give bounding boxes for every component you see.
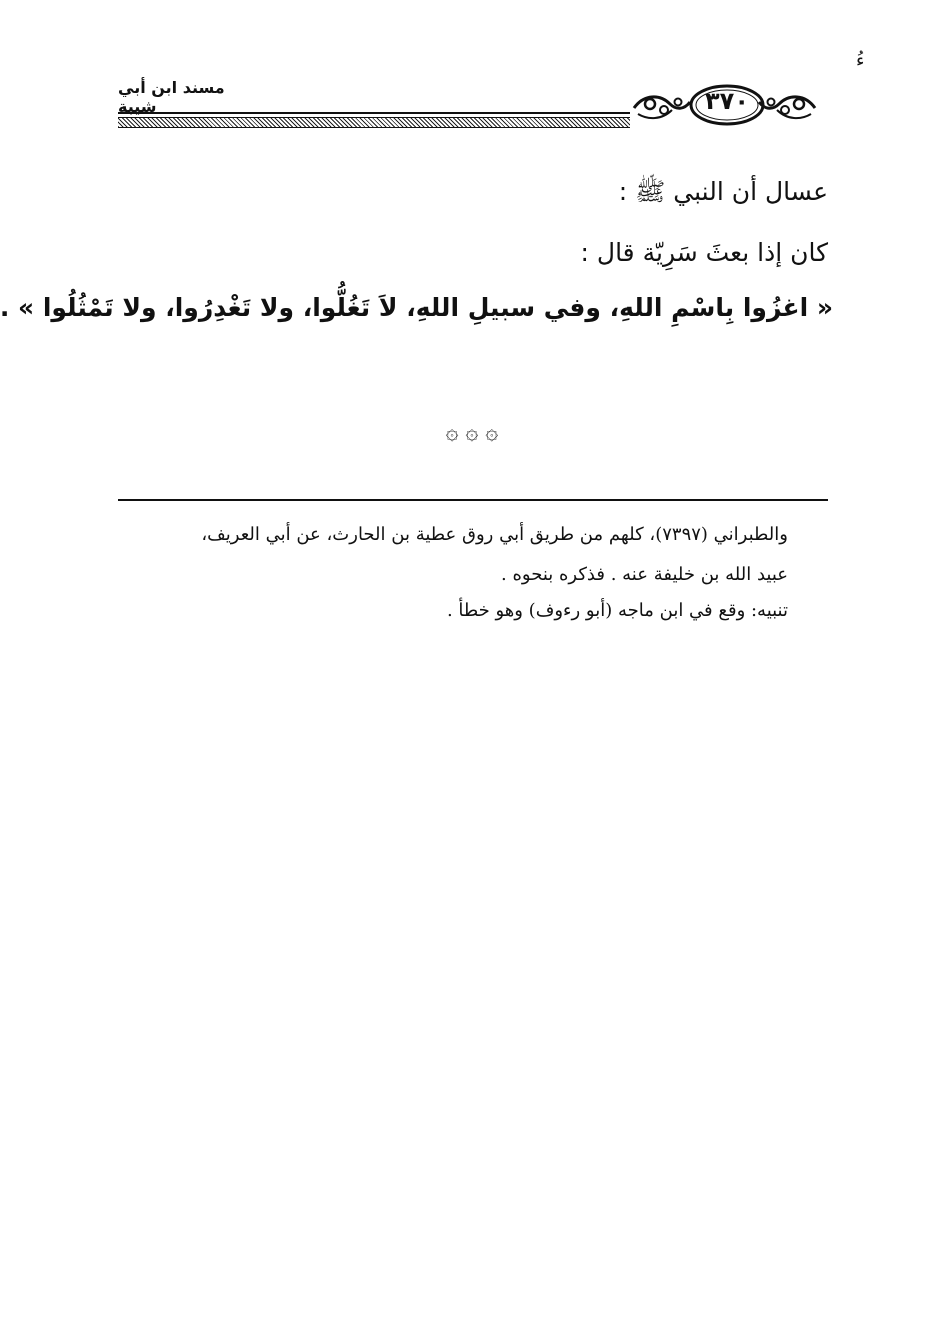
header-rule-hatched bbox=[118, 117, 630, 128]
page-number: ٣٧٠ bbox=[705, 87, 749, 115]
header-rule bbox=[118, 112, 630, 114]
body-text-line: عسال أن النبي ﷺ : bbox=[618, 177, 828, 206]
footnote-line: عبيد الله بن خليفة عنه . فذكره بنحوه . bbox=[501, 564, 788, 585]
running-header-title: مسند ابن أبي شيبة bbox=[118, 78, 225, 116]
body-text-line: كان إذا بعثَ سَرِيّة قال : bbox=[580, 238, 828, 267]
section-separator: ۞ ۞ ۞ bbox=[445, 420, 499, 445]
footnote-line: والطبراني (٧٣٩٧)، كلهم من طريق أبي روق عطية بن الحارث، عن أبي العريف، bbox=[201, 524, 788, 545]
footnote-note-line: تنبيه: وقع في ابن ماجه (أبو رءوف) وهو خطأ . bbox=[446, 600, 788, 621]
hadith-quote-line: « اغزُوا بِاسْمِ اللهِ، وفي سبيلِ اللهِ، لاَ تَغُلُّوا، ولا تَغْدِرُوا، ولا تَمْثُلُوا » . bbox=[0, 293, 833, 322]
corner-mark: ءُ bbox=[856, 50, 865, 71]
footnote-rule bbox=[118, 499, 828, 501]
